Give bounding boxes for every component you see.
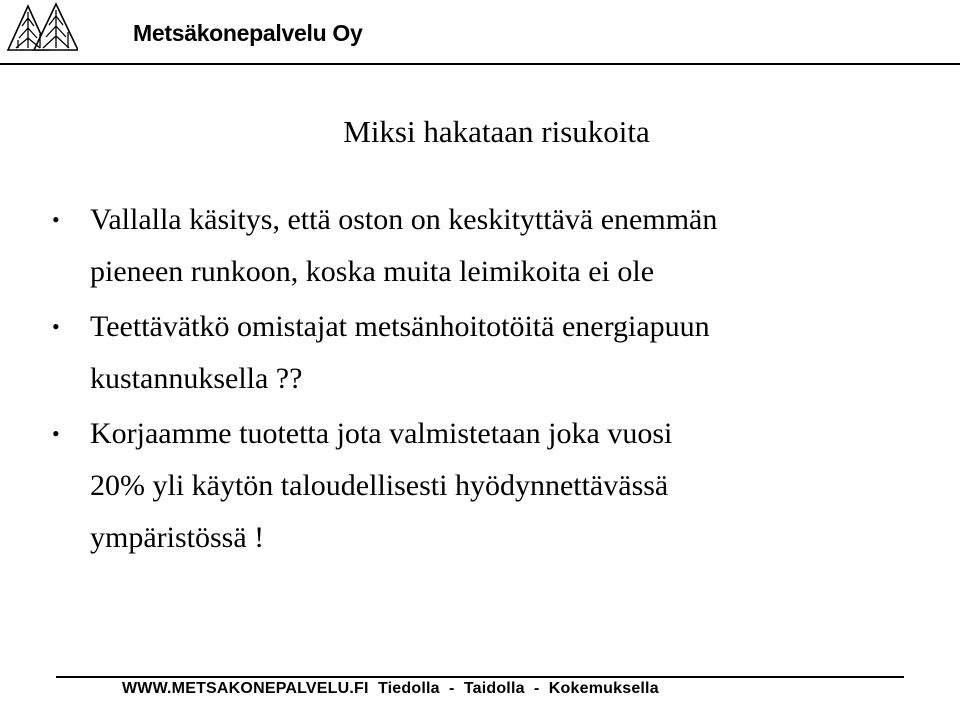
bullet-text-line: Teettävätkö omistajat metsänhoitotöitä energiapuun: [90, 310, 710, 343]
bullet-text-line: kustannuksella ??: [90, 362, 303, 395]
bullet-text-line: pieneen runkoon, koska muita leimikoita ei ole: [90, 255, 655, 288]
slide-title: Miksi hakataan risukoita: [343, 114, 650, 149]
bullet-icon: •: [52, 421, 60, 446]
footer-text: WWW.METSAKONEPALVELU.FI Tiedolla - Taidolla - Kokemuksella: [122, 680, 659, 697]
mountain-trees-logo-icon: [6, 2, 78, 52]
header-divider: [0, 63, 960, 65]
footer-divider: [56, 676, 904, 678]
bullet-list: [52, 194, 932, 567]
bullet-text-line: ympäristössä !: [90, 521, 265, 554]
bullet-icon: •: [52, 207, 60, 232]
bullet-text-line: Vallalla käsitys, että oston on keskityttävä enemmän: [90, 203, 718, 236]
company-name: Metsäkonepalvelu Oy: [133, 20, 363, 46]
bullet-text-line: Korjaamme tuotetta jota valmistetaan joka vuosi: [90, 417, 673, 450]
list-item: [52, 301, 932, 405]
list-item: [52, 408, 932, 564]
bullet-icon: •: [52, 314, 60, 339]
list-item: [52, 194, 932, 298]
bullet-text-line: 20% yli käytön taloudellisesti hyödynnettävässä: [90, 469, 669, 502]
